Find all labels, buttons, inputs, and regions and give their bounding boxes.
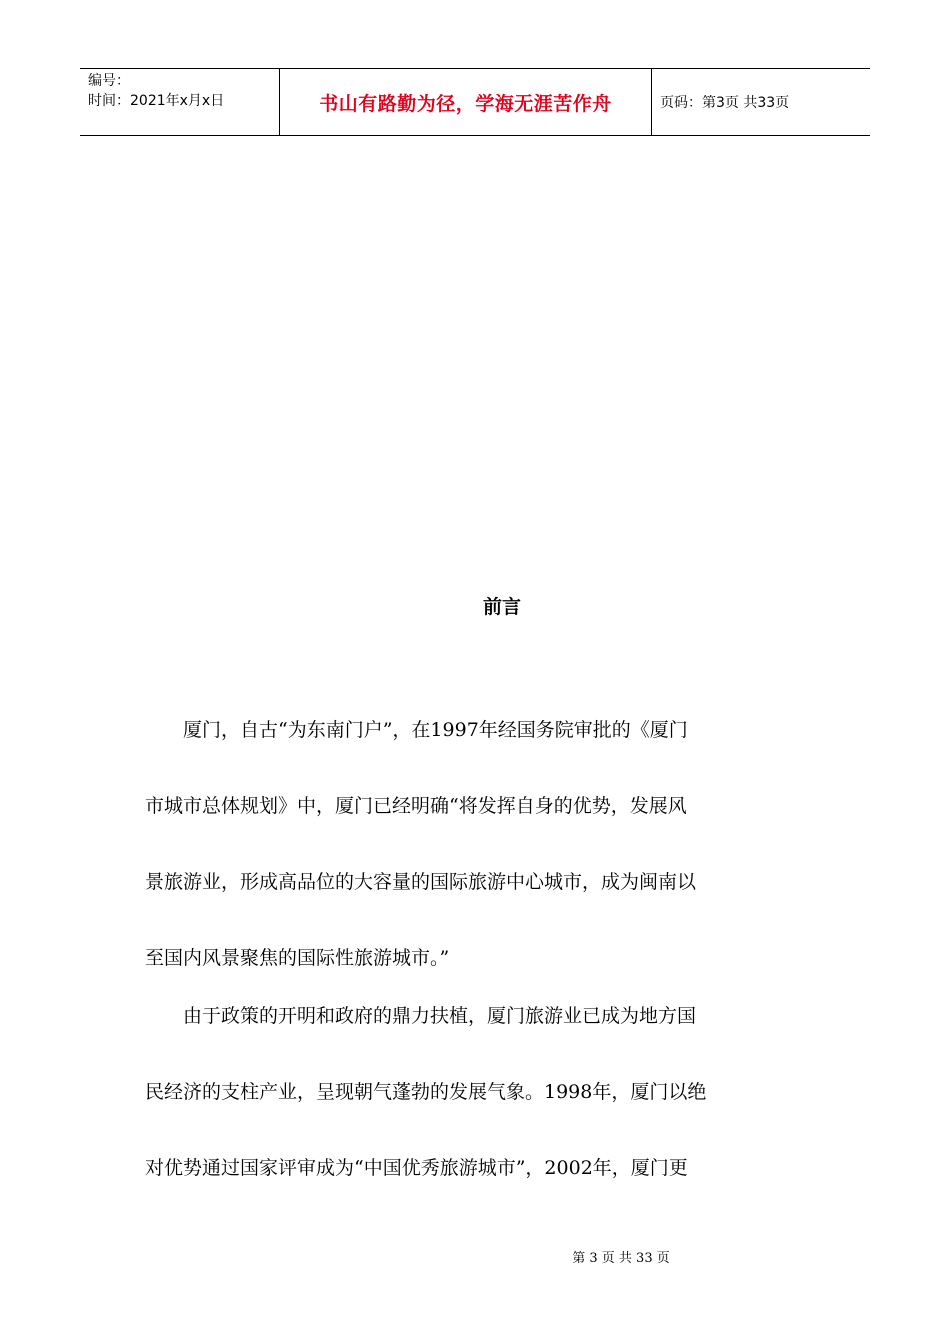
page-footer: 第 3 页 共 33 页 xyxy=(572,1251,670,1266)
section-title: 前言 xyxy=(482,596,521,618)
paragraph-2 xyxy=(145,978,805,1206)
paragraph-line: 对优势通过国家评审成为“中国优秀旅游城市”，2002年，厦门更 xyxy=(145,1157,688,1179)
header-page-info: 页码：第3页 共33页 xyxy=(660,95,790,111)
paragraph-line: 市城市总体规划》中，厦门已经明确“将发挥自身的优势，发展风 xyxy=(145,795,687,817)
paragraph-line: 至国内风景聚焦的国际性旅游城市。” xyxy=(145,947,450,969)
paragraph-line: 景旅游业，形成高品位的大容量的国际旅游中心城市，成为闽南以 xyxy=(145,871,697,893)
paragraph-line: 厦门，自古“为东南门户”，在1997年经国务院审批的《厦门 xyxy=(145,719,688,741)
date-label: 时间：2021年x月x日 xyxy=(88,93,225,109)
paragraph-1 xyxy=(145,692,805,996)
document-header xyxy=(80,68,870,136)
number-label: 编号： xyxy=(88,73,130,89)
paragraph-line: 由于政策的开明和政府的鼎力扶植，厦门旅游业已成为地方国 xyxy=(145,1005,697,1027)
paragraph-line: 民经济的支柱产业，呈现朝气蓬勃的发展气象。1998年，厦门以绝 xyxy=(145,1081,707,1103)
header-motto: 书山有路勤为径，学海无涯苦作舟 xyxy=(280,69,652,135)
header-meta xyxy=(80,69,280,135)
